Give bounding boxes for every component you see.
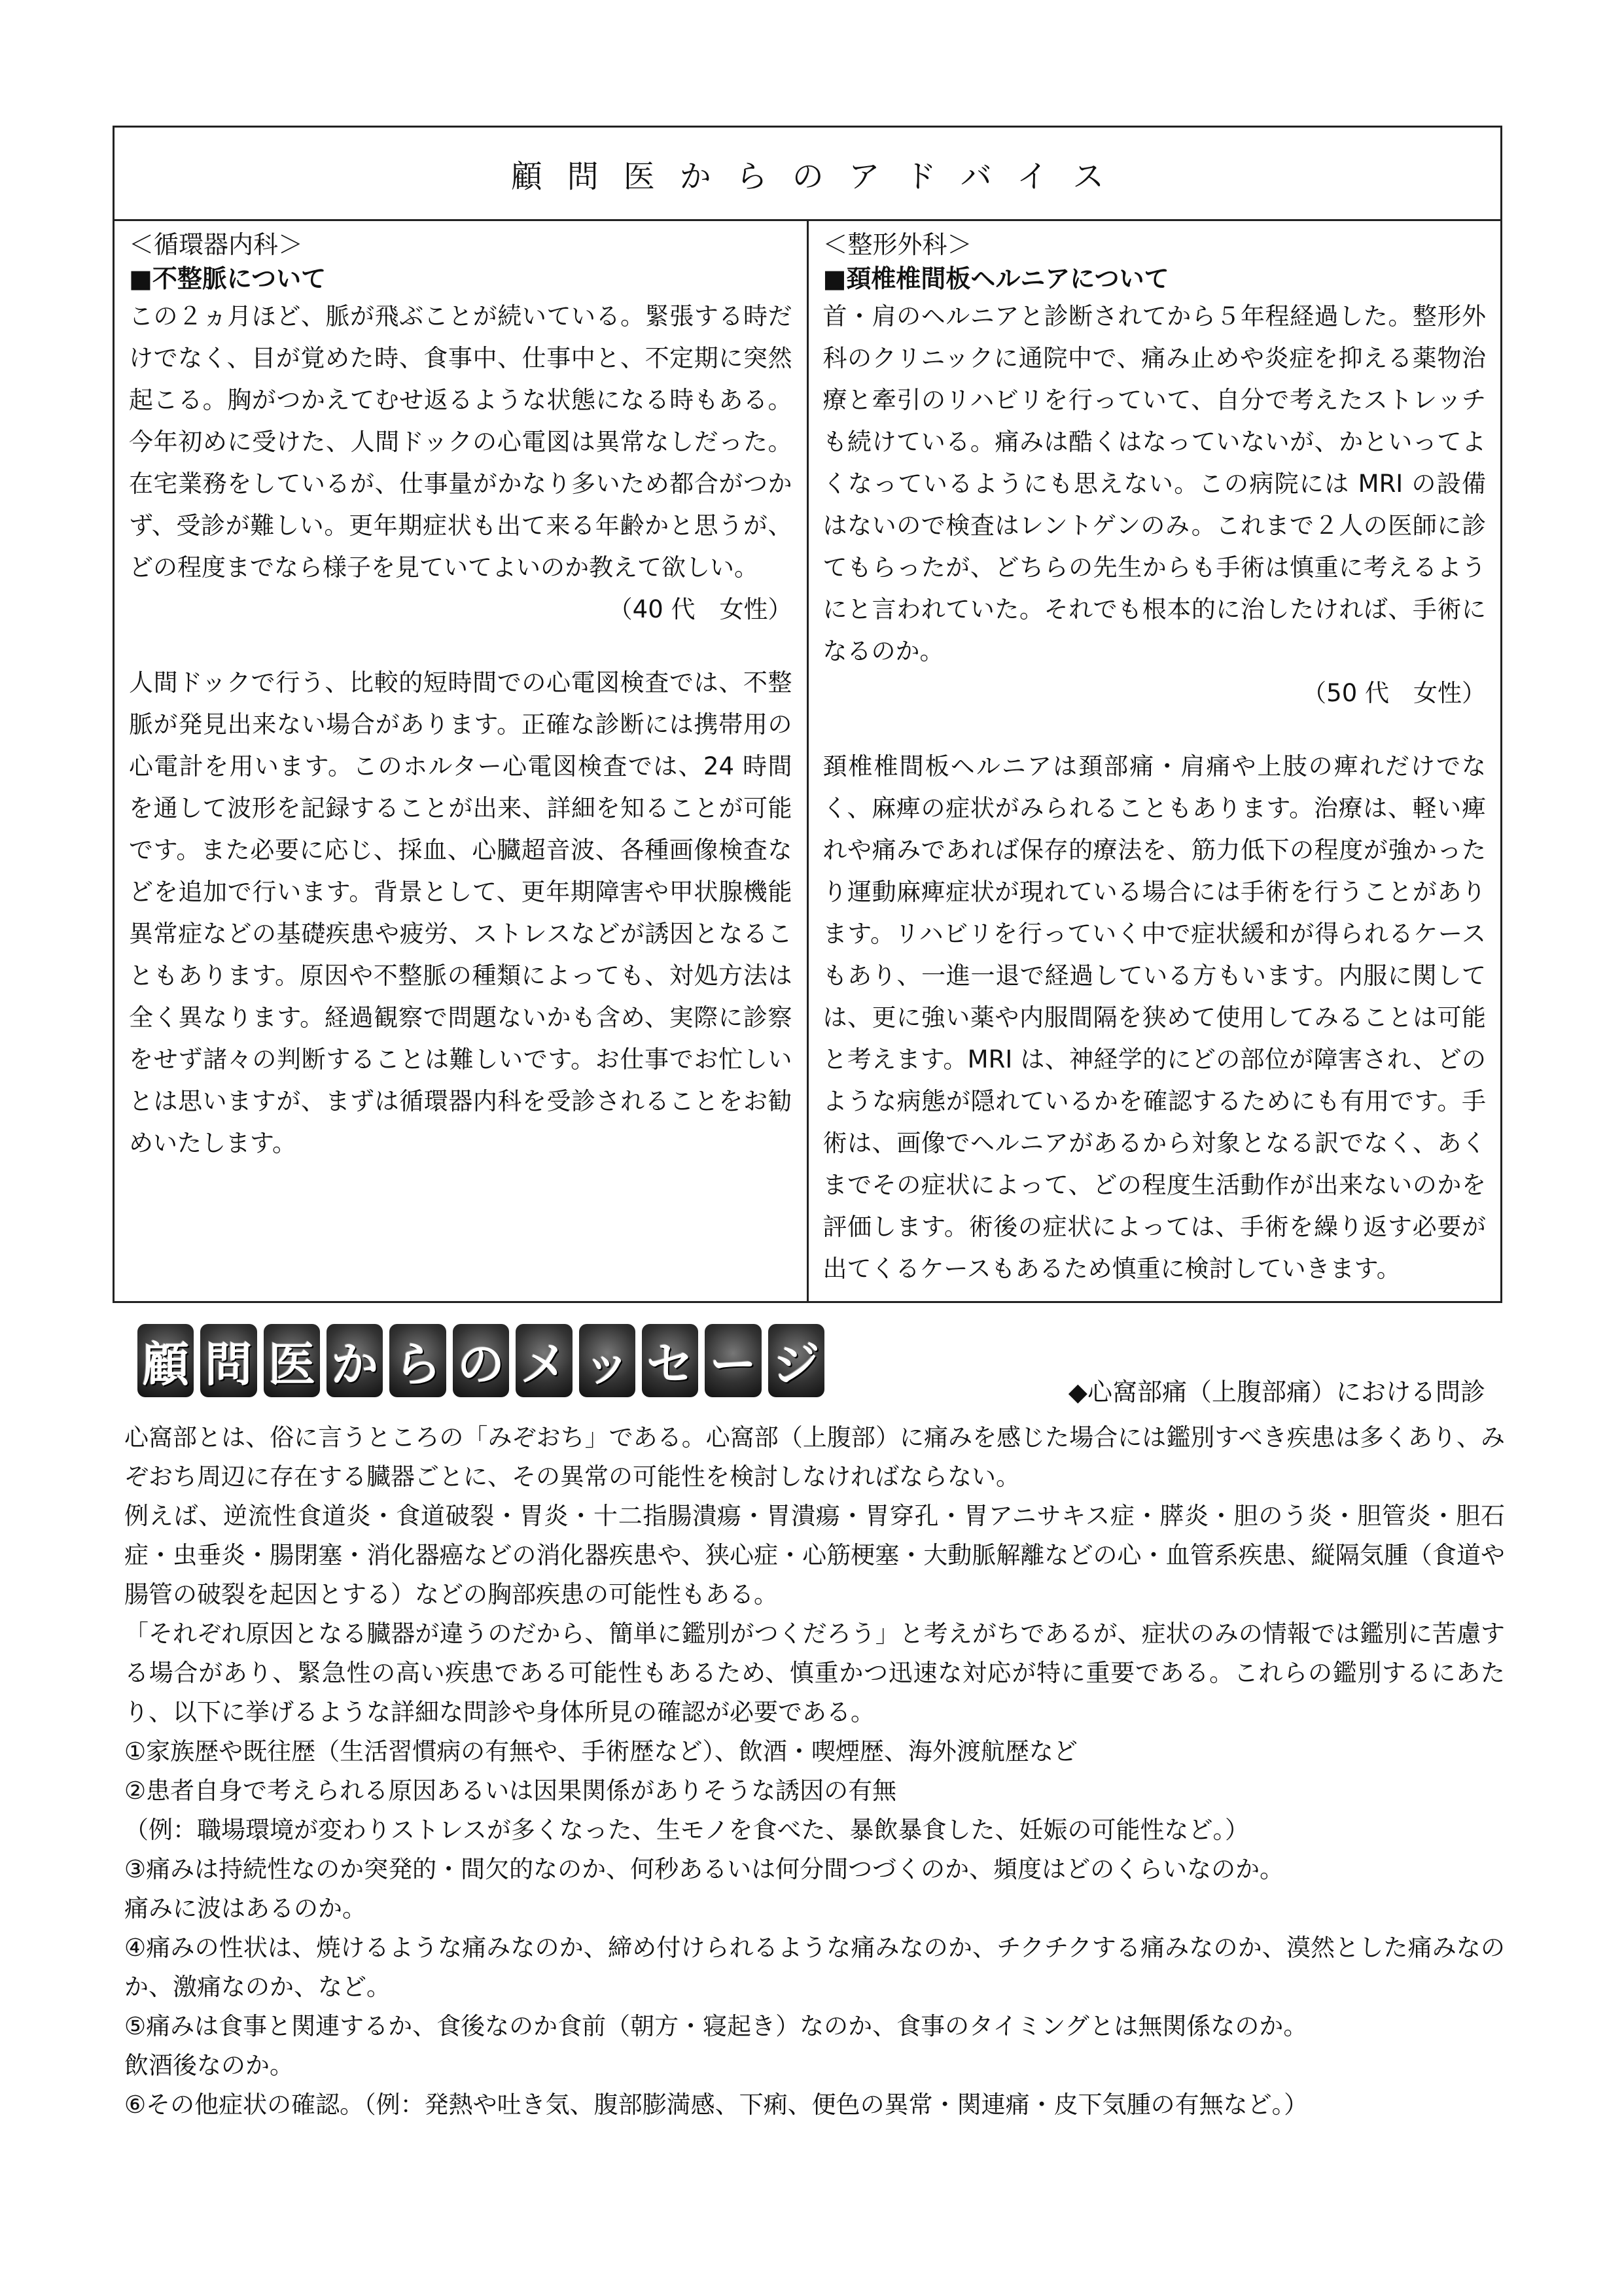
department-label: ＜循環器内科＞ — [129, 230, 304, 259]
advice-column-orthopedics — [807, 221, 1501, 1301]
banner-character: 医 — [264, 1324, 320, 1397]
advice-columns — [115, 221, 1500, 1301]
topic-heading: ■不整脈について — [129, 264, 327, 293]
message-body — [124, 1418, 1505, 2125]
banner-character: の — [453, 1324, 509, 1397]
message-list-item: ②患者自身で考えられる原因あるいは因果関係がありそうな誘因の有無 — [124, 1777, 897, 1805]
message-list-item: ④痛みの性状は、焼けるような痛みなのか、締め付けられるような痛みなのか、チクチクする痛みなのか、漠然とした痛みなのか、激痛なのか、など。 — [124, 1934, 1505, 2001]
asker-info: （50 代 女性） — [1302, 679, 1486, 707]
answer-text: 頚椎椎間板ヘルニアは頚部痛・肩痛や上肢の痺れだけでなく、麻痺の症状がみられることもあります。治療は、軽い痺れや痛みであれば保存的療法を、筋力低下の程度が強かったり運動麻痺症状が現れている場合には手術を行うことがあります。リハビリを行っていく中で症状緩和が得られるケースもあり、一進一退で経過している方もいます。内服に関しては、更に強い薬や内服間隔を狭めて使用してみることは可能と考えます。MRI は、神経学的にどの部位が障害され、どのような病態が隠れているかを確認するためにも有用です。手術は、画像でヘルニアがあるから対象となる訳でなく、あくまでその症状によって、どの程度生活動作が出来ないのかを評価します。術後の症状によっては、手術を繰り返す必要が出てくるケースもあるため慎重に検討していきます。 — [822, 752, 1486, 1283]
banner-character: メ — [516, 1324, 572, 1397]
message-paragraph: 「それぞれ原因となる臓器が違うのだから、簡単に鑑別がつくだろう」と考えがちであるが、症状のみの情報では鑑別に苦慮する場合があり、緊急性の高い疾患である可能性もあるため、慎重かつ迅速な対応が特に重要である。これらの鑑別するにあたり、以下に挙げるような詳細な問診や身体所見の確認が必要である。 — [124, 1620, 1505, 1726]
banner-character: 顧 — [137, 1324, 194, 1397]
advice-column-cardiology — [115, 221, 807, 1301]
message-topic: ◆心窩部痛（上腹部痛）における問診 — [1068, 1378, 1485, 1406]
question-text: 首・肩のヘルニアと診断されてから５年程経過した。整形外科のクリニックに通院中で、痛み止めや炎症を抑える薬物治療と牽引のリハビリを行っていて、自分で考えたストレッチも続けている。痛みは酷くはなっていないが、かといってよくなっているようにも思えない。この病院には MRI の設備はないので検査はレントゲンのみ。これまで２人の医師に診てもらったが、どちらの先生からも手術は慎重に考えるようにと言われていた。それでも根本的に治したければ、手術になるのか。 — [822, 302, 1486, 665]
message-list-note: 飲酒後なのか。 — [124, 2051, 294, 2079]
message-banner — [137, 1316, 824, 1405]
banner-character: セ — [642, 1324, 698, 1397]
question-text: この２ヵ月ほど、脈が飛ぶことが続いている。緊張する時だけでなく、目が覚めた時、食事中、仕事中と、不定期に突然起こる。胸がつかえてむせ返るような状態になる時もある。今年初めに受けた、人間ドックの心電図は異常なしだった。在宅業務をしているが、仕事量がかなり多いため都合がつかず、受診が難しい。更年期症状も出て来る年齢かと思うが、どの程度までなら様子を見ていてよいのか教えて欲しい。 — [129, 302, 792, 582]
message-list-note: （例：職場環境が変わりストレスが多くなった、生モノを食べた、暴飲暴食した、妊娠の可能性など。） — [124, 1816, 1250, 1844]
banner-character: ー — [705, 1324, 761, 1397]
advice-title: 顧問医からのアドバイス — [115, 128, 1500, 221]
advice-box — [113, 126, 1502, 1303]
message-paragraph: 心窩部とは、俗に言うところの「みぞおち」である。心窩部（上腹部）に痛みを感じた場合には鑑別すべき疾患は多くあり、みぞおち周辺に存在する臓器ごとに、その異常の可能性を検討しなければならない。 — [124, 1423, 1505, 1491]
answer-text: 人間ドックで行う、比較的短時間での心電図検査では、不整脈が発見出来ない場合があります。正確な診断には携帯用の心電計を用います。このホルター心電図検査では、24 時間を通して波形を記録することが出来、詳細を知ることが可能です。また必要に応じ、採血、心臓超音波、各種画像検査などを追加で行います。背景として、更年期障害や甲状腺機能異常症などの基礎疾患や疲労、ストレスなどが誘因となることもあります。原因や不整脈の種類によっても、対処方法は全く異なります。経過観察で問題ないかも含め、実際に診察をせず諸々の判断することは難しいです。お仕事でお忙しいとは思いますが、まずは循環器内科を受診されることをお勧めいたします。 — [129, 669, 792, 1157]
banner-character: か — [327, 1324, 383, 1397]
banner-character: ら — [389, 1324, 446, 1397]
banner-character: 問 — [200, 1324, 256, 1397]
topic-heading: ■頚椎椎間板ヘルニアについて — [822, 264, 1169, 293]
banner-character: ジ — [768, 1324, 824, 1397]
message-list-note: 痛みに波はあるのか。 — [124, 1894, 366, 1922]
message-list-item: ⑥その他症状の確認。（例：発熱や吐き気、腹部膨満感、下痢、便色の異常・関連痛・皮下気腫の有無など。） — [124, 2091, 1309, 2119]
asker-info: （40 代 女性） — [608, 595, 792, 623]
message-paragraph: 例えば、逆流性食道炎・食道破裂・胃炎・十二指腸潰瘍・胃潰瘍・胃穿孔・胃アニサキス症・膵炎・胆のう炎・胆管炎・胆石症・虫垂炎・腸閉塞・消化器癌などの消化器疾患や、狭心症・心筋梗塞・大動脈解離などの心・血管系疾患、縦隔気腫（食道や腸管の破裂を起因とする）などの胸部疾患の可能性もある。 — [124, 1502, 1505, 1609]
department-label: ＜整形外科＞ — [822, 230, 972, 259]
message-list-item: ⑤痛みは食事と関連するか、食後なのか食前（朝方・寝起き）なのか、食事のタイミングとは無関係なのか。 — [124, 2012, 1308, 2040]
message-list-item: ③痛みは持続性なのか突発的・間欠的なのか、何秒あるいは何分間つづくのか、頻度はどのくらいなのか。 — [124, 1855, 1284, 1883]
banner-character: ッ — [579, 1324, 635, 1397]
message-list-item: ①家族歴や既往歴（生活習慣病の有無や、手術歴など）、飲酒・喫煙歴、海外渡航歴など — [124, 1737, 1078, 1765]
